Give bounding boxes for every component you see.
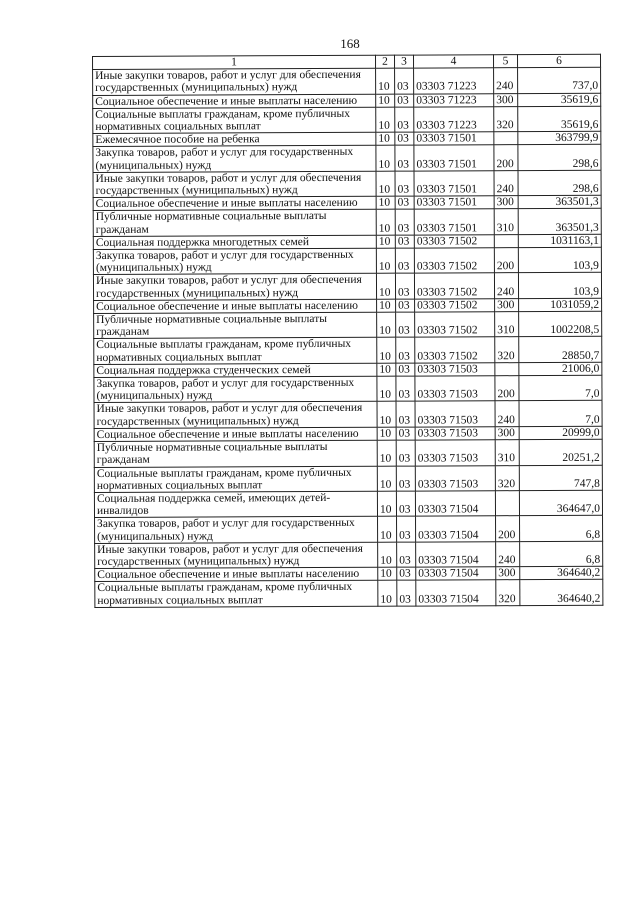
page-number: 168 [340,36,360,51]
row-name-cell: Социальные выплаты гражданам, кроме публичных нормативных социальных выплат [94,338,377,365]
row-c5-cell: 200 [496,516,520,542]
table-row [93,273,601,301]
column-header: 3 [394,55,413,68]
row-c5-cell [495,491,519,517]
row-c3-cell: 03 [396,376,415,401]
row-c6-cell: 364647,0 [519,490,602,516]
row-c6-cell: 6,8 [520,541,603,567]
row-c4-cell: 03303 71501 [414,209,494,235]
row-c2-cell: 10 [377,491,396,516]
row-name-cell: Иные закупки товаров, работ и услуг для обеспечения государственных (муниципальных) нужд [93,68,376,95]
row-c5-cell: 240 [495,401,519,427]
row-c3-cell: 03 [397,542,416,567]
table-body [93,67,603,607]
row-name-cell: Социальная поддержка студенческих семей [94,363,377,377]
row-name-cell: Социальные выплаты гражданам, кроме публичных нормативных социальных выплат [94,466,377,493]
row-c3-cell: 03 [396,402,415,427]
row-c4-cell: 03303 71501 [414,171,494,197]
table-row [94,337,602,365]
budget-table [92,54,603,608]
row-c5-cell: 240 [494,170,518,196]
table-row [94,311,602,339]
row-c6-cell: 363501,3 [518,196,601,210]
column-header: 1 [93,55,376,69]
row-name-cell: Социальное обеспечение и иные выплаты населению [93,196,376,210]
row-c3-cell: 03 [396,363,415,376]
row-c5-cell: 240 [494,273,518,299]
row-c5-cell: 300 [495,427,519,440]
table-row [95,541,603,569]
row-c3-cell: 03 [395,235,414,248]
row-c2-cell: 10 [376,274,395,299]
row-c5-cell [495,363,519,376]
row-c3-cell: 03 [396,312,415,337]
row-c2-cell: 10 [377,338,396,363]
row-c2-cell: 10 [377,299,396,312]
row-name-cell: Иные закупки товаров, работ и услуг для обеспечения государственных (муниципальных) нужд [94,402,377,429]
row-c3-cell: 03 [395,107,414,132]
row-c6-cell: 363799,9 [518,131,601,145]
row-c2-cell: 10 [376,196,395,209]
row-c4-cell: 03303 71223 [414,93,494,107]
row-name-cell: Иные закупки товаров, работ и услуг для обеспечения государственных (муниципальных) нужд [93,171,376,198]
row-c2-cell: 10 [378,581,397,606]
table-row [94,401,602,429]
table-row [94,439,602,467]
row-c2-cell: 10 [377,402,396,427]
row-c6-cell: 363501,3 [518,209,601,235]
row-c4-cell: 03303 71503 [415,376,495,402]
row-name-cell: Публичные нормативные социальные выплаты гражданам [93,210,376,237]
row-c4-cell: 03303 71502 [414,235,494,249]
row-c3-cell: 03 [395,210,414,235]
row-c2-cell: 10 [376,146,395,171]
row-c5-cell: 200 [494,145,518,171]
row-c5-cell: 200 [494,248,518,274]
row-c2-cell: 10 [376,210,395,235]
row-c4-cell: 03303 71223 [414,68,494,94]
row-c6-cell: 35619,6 [518,106,601,132]
row-c2-cell: 10 [377,466,396,491]
table-row [94,490,602,518]
row-c2-cell: 10 [378,567,397,580]
row-c6-cell: 7,0 [519,401,602,427]
row-c3-cell: 03 [396,338,415,363]
row-c6-cell: 298,6 [518,145,601,171]
row-name-cell: Социальная поддержка семей, имеющих детей-инвалидов [94,491,377,518]
row-c3-cell: 03 [395,171,414,196]
row-c3-cell: 03 [396,299,415,312]
row-c2-cell: 10 [377,427,396,440]
row-c6-cell: 6,8 [520,516,603,542]
row-c3-cell: 03 [395,94,414,107]
row-name-cell: Социальное обеспечение и иные выплаты населению [93,94,376,108]
row-c6-cell: 747,8 [519,465,602,491]
row-c5-cell: 300 [494,93,518,106]
table-row [93,106,601,134]
row-c5-cell: 310 [495,440,519,466]
row-c3-cell: 03 [396,440,415,465]
row-c5-cell: 240 [494,68,518,94]
table-row [93,170,601,198]
row-c5-cell: 320 [496,580,520,606]
row-c6-cell: 298,6 [518,170,601,196]
column-header: 2 [375,55,394,68]
row-c4-cell: 03303 71502 [414,273,494,299]
row-c5-cell: 300 [495,299,519,312]
row-name-cell: Социальные выплаты гражданам, кроме публичных нормативных социальных выплат [93,107,376,134]
table-row [94,465,602,493]
row-c5-cell: 310 [494,209,518,235]
row-c5-cell: 200 [495,376,519,402]
column-header: 4 [413,55,493,69]
table-row [95,580,603,608]
row-name-cell: Социальное обеспечение и иные выплаты населению [95,567,378,581]
row-c6-cell: 1002208,5 [519,311,602,337]
row-c3-cell: 03 [396,427,415,440]
row-c5-cell: 300 [496,567,520,580]
row-c2-cell: 10 [378,516,397,541]
row-c3-cell: 03 [396,491,415,516]
row-name-cell: Социальное обеспечение и иные выплаты населению [94,299,377,313]
row-c4-cell: 03303 71502 [415,299,495,313]
row-c3-cell: 03 [395,132,414,145]
row-c3-cell: 03 [397,516,416,541]
row-c6-cell: 737,0 [518,67,601,93]
row-c6-cell: 364640,2 [520,580,603,606]
table-row [93,145,601,173]
row-c2-cell: 10 [376,107,395,132]
row-name-cell: Публичные нормативные социальные выплаты гражданам [94,312,377,339]
row-name-cell: Социальное обеспечение и иные выплаты населению [94,427,377,441]
row-c5-cell [494,234,518,247]
row-c2-cell: 10 [377,363,396,376]
row-name-cell: Закупка товаров, работ и услуг для государственных (муниципальных) нужд [93,146,376,173]
row-c4-cell: 03303 71502 [415,312,495,338]
row-c2-cell: 10 [376,171,395,196]
row-c2-cell: 10 [376,94,395,107]
row-name-cell: Закупка товаров, работ и услуг для государственных (муниципальных) нужд [94,376,377,403]
row-name-cell: Иные закупки товаров, работ и услуг для обеспечения государственных (муниципальных) нужд [95,542,378,569]
row-c5-cell: 320 [495,465,519,491]
row-c6-cell: 21006,0 [519,362,602,376]
row-c4-cell: 03303 71502 [415,337,495,363]
row-c6-cell: 28850,7 [519,337,602,363]
row-c2-cell: 10 [376,132,395,145]
row-c4-cell: 03303 71504 [416,580,496,606]
row-c5-cell: 320 [495,337,519,363]
row-c6-cell: 20251,2 [519,439,602,465]
row-c5-cell: 320 [494,106,518,132]
row-c6-cell: 20999,0 [519,426,602,440]
column-header: 6 [517,54,600,68]
row-c5-cell: 300 [494,196,518,209]
row-c3-cell: 03 [397,567,416,580]
row-c4-cell: 03303 71504 [415,491,495,517]
row-c6-cell: 7,0 [519,375,602,401]
row-c2-cell: 10 [376,68,395,93]
row-c2-cell: 10 [378,542,397,567]
table-row [93,247,601,275]
row-c4-cell: 03303 71504 [416,541,496,567]
row-c4-cell: 03303 71223 [414,107,494,133]
row-c5-cell: 310 [495,312,519,338]
row-name-cell: Социальные выплаты гражданам, кроме публичных нормативных социальных выплат [95,581,378,608]
row-name-cell: Закупка товаров, работ и услуг для государственных (муниципальных) нужд [93,248,376,275]
row-c2-cell: 10 [377,376,396,401]
row-c3-cell: 03 [395,146,414,171]
table-row [93,209,601,237]
row-c4-cell: 03303 71503 [415,465,495,491]
row-c3-cell: 03 [395,248,414,273]
row-c3-cell: 03 [396,466,415,491]
row-name-cell: Закупка товаров, работ и услуг для государственных (муниципальных) нужд [95,517,378,544]
row-c4-cell: 03303 71503 [415,401,495,427]
row-c6-cell: 1031059,2 [519,298,602,312]
row-c4-cell: 03303 71503 [415,440,495,466]
row-c4-cell: 03303 71504 [416,516,496,542]
table-row [93,67,601,95]
row-c4-cell: 03303 71503 [415,363,495,377]
row-c2-cell: 10 [377,312,396,337]
row-c2-cell: 10 [376,248,395,273]
table-row [94,375,602,403]
row-c6-cell: 103,9 [518,247,601,273]
row-c6-cell: 364640,2 [520,566,603,580]
row-c6-cell: 35619,6 [518,93,601,107]
column-header: 5 [493,55,517,68]
row-c5-cell [494,132,518,145]
row-c4-cell: 03303 71503 [415,427,495,441]
row-c6-cell: 1031163,1 [518,234,601,248]
row-c3-cell: 03 [395,274,414,299]
row-name-cell: Иные закупки товаров, работ и услуг для обеспечения государственных (муниципальных) нужд [93,274,376,301]
row-name-cell: Публичные нормативные социальные выплаты гражданам [94,440,377,467]
row-c4-cell: 03303 71504 [416,567,496,581]
row-c3-cell: 03 [397,580,416,605]
row-c5-cell: 240 [496,541,520,567]
row-c2-cell: 10 [377,440,396,465]
row-c4-cell: 03303 71501 [414,196,494,210]
row-c4-cell: 03303 71502 [414,248,494,274]
row-c3-cell: 03 [395,68,414,93]
row-name-cell: Ежемесячное пособие на ребенка [93,132,376,146]
row-c4-cell: 03303 71501 [414,145,494,171]
row-c2-cell: 10 [376,235,395,248]
row-c6-cell: 103,9 [518,273,601,299]
row-c3-cell: 03 [395,196,414,209]
row-c4-cell: 03303 71501 [414,132,494,146]
row-name-cell: Социальная поддержка многодетных семей [93,235,376,249]
table-row [95,516,603,544]
